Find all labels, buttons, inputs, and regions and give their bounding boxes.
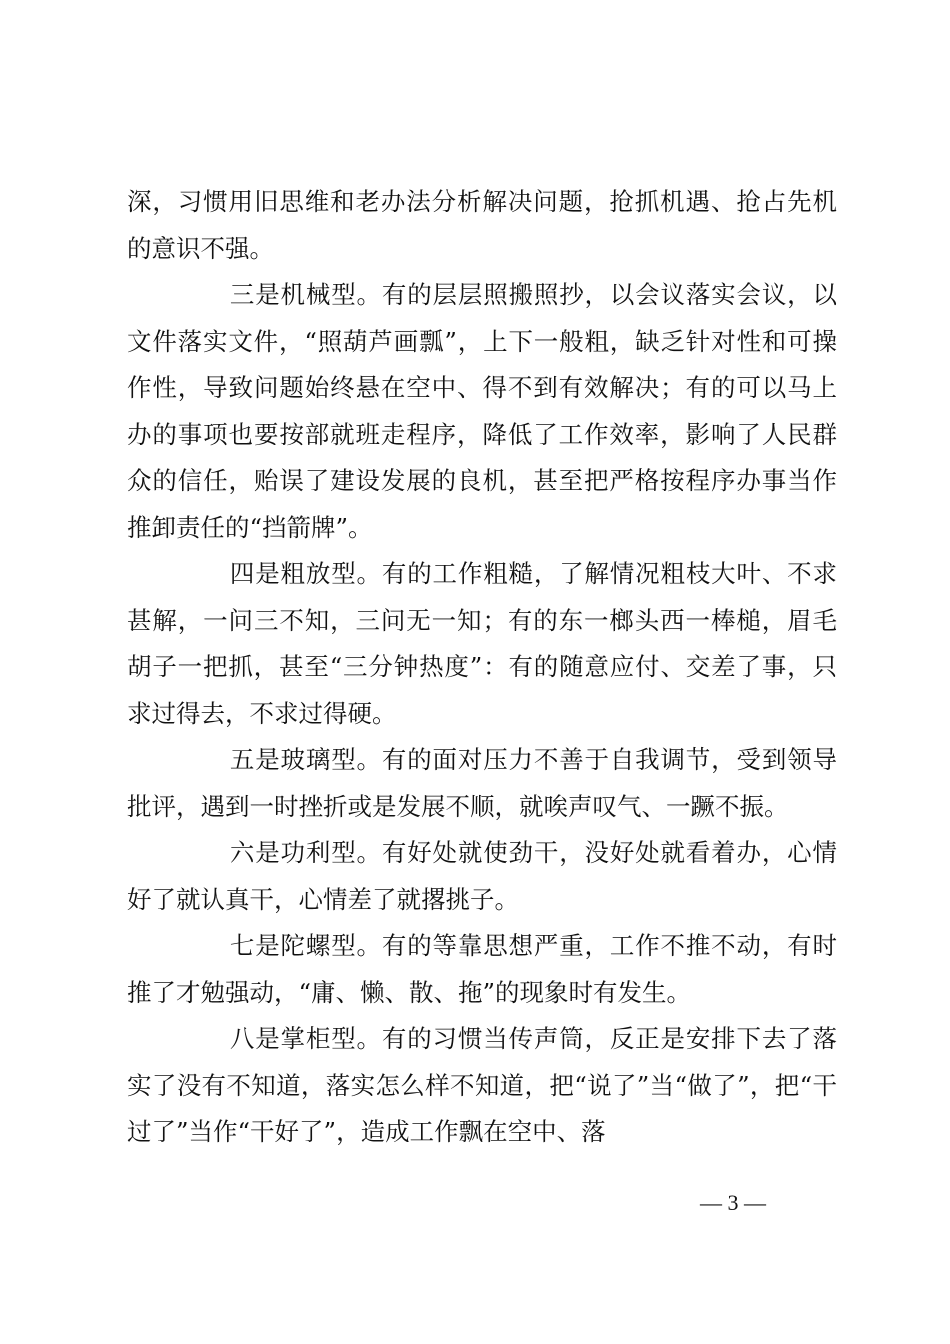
document-body [127,179,837,1156]
paragraph-continuation: 深，习惯用旧思维和老办法分析解决问题，抢抓机遇、抢占先机的意识不强。 [127,187,837,263]
page-number: — 3 — [700,1190,766,1215]
paragraph-shopkeeper-type: 八是掌柜型。有的习惯当传声筒，反正是安排下去了落实了没有不知道，落实怎么样不知道，把“说了”当“做了”，把“干过了”当作“干好了”，造成工作飘在空中、落 [127,1024,837,1146]
paragraph-rough-type: 四是粗放型。有的工作粗糙，了解情况粗枝大叶、不求甚解，一问三不知，三问无一知；有的东一榔头西一棒槌，眉毛胡子一把抓，甚至“三分钟热度”：有的随意应付、交差了事，只求过得去，不求过得硬。 [127,559,837,728]
paragraph-utilitarian-type: 六是功利型。有好处就使劲干，没好处就看着办，心情好了就认真干，心情差了就撂挑子。 [127,838,837,914]
paragraph-spinning-top-type: 七是陀螺型。有的等靠思想严重，工作不推不动，有时推了才勉强动，“庸、懒、散、拖”的现象时有发生。 [127,931,837,1007]
paragraph-glass-type: 五是玻璃型。有的面对压力不善于自我调节，受到领导批评，遇到一时挫折或是发展不顺，就唉声叹气、一蹶不振。 [127,745,837,821]
paragraph-mechanical-type: 三是机械型。有的层层照搬照抄，以会议落实会议，以文件落实文件，“照葫芦画瓢”，上下一般粗，缺乏针对性和可操作性，导致问题始终悬在空中、得不到有效解决；有的可以马上办的事项也要按部就班走程序，降低了工作效率，影响了人民群众的信任，贻误了建设发展的良机，甚至把严格按程序办事当作推卸责任的“挡箭牌”。 [127,280,837,542]
